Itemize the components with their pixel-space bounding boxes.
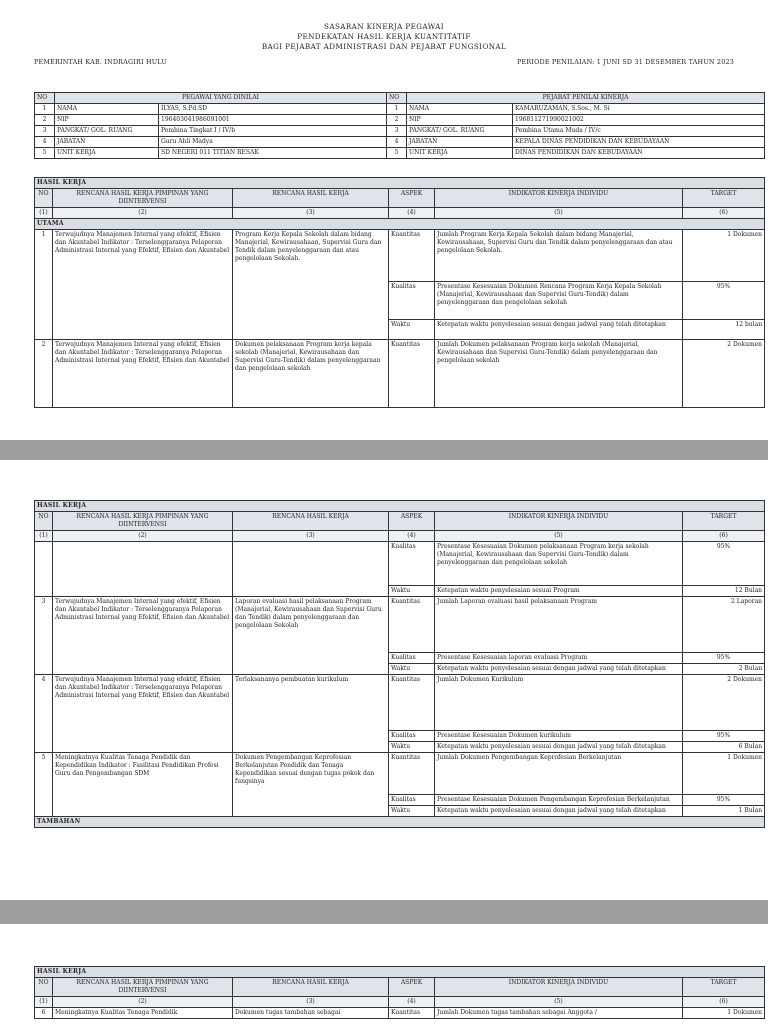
row-indikator: Jumlah Dokumen Pengembangan Keprofesian Berkelanjutan xyxy=(435,753,683,795)
row-no: 6 xyxy=(35,1008,53,1019)
pegawai-jabatan: Guru Ahli Madya xyxy=(159,137,387,148)
row-no: 1 xyxy=(35,230,53,340)
ident-no: 5 xyxy=(35,148,55,159)
col-no-header: NO xyxy=(35,512,53,531)
ident-no: 4 xyxy=(35,137,55,148)
row-indikator: Presentase Kesesuaian laporan evaluasi Program xyxy=(435,653,683,664)
row-target: 1 Dokumen xyxy=(683,1008,765,1019)
row-aspek: Kualitas xyxy=(389,282,435,320)
row-aspek: Waktu xyxy=(389,586,435,597)
document-page-3 xyxy=(0,924,768,1024)
ident-label: PANGKAT/ GOL. RUANG xyxy=(55,126,159,137)
ident-label: UNIT KERJA xyxy=(407,148,513,159)
row-target: 12 bulan xyxy=(683,320,765,340)
row-aspek: Kualitas xyxy=(389,731,435,742)
col-target-header: TARGET xyxy=(683,978,765,997)
ident-no: 5 xyxy=(387,148,407,159)
document-page-2 xyxy=(0,460,768,900)
col-rhk-header: RENCANA HASIL KERJA xyxy=(233,978,389,997)
row-aspek: Waktu xyxy=(389,320,435,340)
col-indikator-header: INDIKATOR KINERJA INDIVIDU xyxy=(435,189,683,208)
col-num: (5) xyxy=(435,208,683,219)
row-pimpinan: Terwujudnya Manajemen Internal yang efektif, Efisien dan Akuntabel Indikator : Terselenggaranya Pelaporan Administrasi Internal yang Efektif, Efisien dan Akuntabel xyxy=(53,230,233,340)
ident-no: 3 xyxy=(35,126,55,137)
ident-label: JABATAN xyxy=(407,137,513,148)
ident-row xyxy=(35,115,765,126)
row-indikator: Jumlah Dokumen Kurikulum xyxy=(435,675,683,731)
col-num: (6) xyxy=(683,208,765,219)
ident-no-header: NO xyxy=(35,93,55,104)
row-no xyxy=(35,542,53,597)
row-rhk: Terlaksananya pembuatan kurikulum xyxy=(233,675,389,753)
row-aspek: Kualitas xyxy=(389,795,435,806)
row-aspek: Kuantitas xyxy=(389,597,435,653)
row-aspek: Kuantitas xyxy=(389,340,435,408)
periode-label: PERIODE PENILAIAN: 1 JUNI SD 31 DESEMBER TAHUN 2023 xyxy=(516,58,734,66)
col-pimpinan-header: RENCANA HASIL KERJA PIMPINAN YANG DIINTERVENSI xyxy=(53,189,233,208)
document-page-1 xyxy=(0,0,768,440)
row-aspek: Waktu xyxy=(389,806,435,817)
hasil-kerja-table-1 xyxy=(34,177,765,408)
hasil-kerja-table-3 xyxy=(34,966,765,1019)
col-rhk-header: RENCANA HASIL KERJA xyxy=(233,189,389,208)
col-no-header: NO xyxy=(35,189,53,208)
col-num: (4) xyxy=(389,531,435,542)
row-aspek: Kuantitas xyxy=(389,753,435,795)
section-tambahan: TAMBAHAN xyxy=(35,817,765,828)
table-row xyxy=(35,542,765,586)
col-num: (3) xyxy=(233,531,389,542)
row-target: 12 Bulan xyxy=(683,586,765,597)
row-target: 2 Bulan xyxy=(683,664,765,675)
col-num: (2) xyxy=(53,531,233,542)
pegawai-pangkat: Pembina Tingkat I / IV/b xyxy=(159,126,387,137)
col-no-header: NO xyxy=(35,978,53,997)
row-pimpinan: Terwujudnya Manajemen Internal yang efektif, Efisien dan Akuntabel Indikator : Terselenggaranya Pelaporan Administrasi Internal yang Efektif, Efisien dan Akuntabel xyxy=(53,597,233,675)
row-aspek: Kuantitas xyxy=(389,1008,435,1019)
col-num: (1) xyxy=(35,208,53,219)
row-indikator: Presentase Kesesuaian Dokumen pelaksanaan Program kerja sekolah (Manajerial, Kewirausahaan dan Supervisi Guru-Tendik) dalam penyelenggaraan dan pengelolaan sekolah xyxy=(435,542,683,586)
col-num: (1) xyxy=(35,997,53,1008)
row-target: 95% xyxy=(683,731,765,742)
pejabat-penilai-header: PEJABAT PENILAI KINERJA xyxy=(407,93,765,104)
pegawai-nip: 196403041986091001 xyxy=(159,115,387,126)
ident-no: 1 xyxy=(387,104,407,115)
row-rhk: Laporan evaluasi hasil pelaksanaan Program (Manajerial, Kewirausahaan dan Supervisi Guru dan Tendik) dalam penyelenggaraan dan pengelolaan Sekolah xyxy=(233,597,389,675)
ident-row xyxy=(35,137,765,148)
col-num: (2) xyxy=(53,997,233,1008)
section-hasil-kerja: HASIL KERJA xyxy=(35,967,765,978)
row-indikator: Ketepatan waktu penyelesaian sesuai dengan jadwal yang telah ditetapkan xyxy=(435,742,683,753)
table-row xyxy=(35,1008,765,1019)
col-num: (2) xyxy=(53,208,233,219)
ident-label: NIP xyxy=(55,115,159,126)
ident-no-header: NO xyxy=(387,93,407,104)
row-indikator: Presentase Kesesuaian Dokumen kurikulum xyxy=(435,731,683,742)
row-pimpinan xyxy=(53,542,233,597)
meta-line xyxy=(34,58,734,69)
ident-no: 4 xyxy=(387,137,407,148)
ident-label: PANGKAT/ GOL. RUANG xyxy=(407,126,513,137)
col-target-header: TARGET xyxy=(683,512,765,531)
col-rhk-header: RENCANA HASIL KERJA xyxy=(233,512,389,531)
ident-row xyxy=(35,104,765,115)
ident-label: NAMA xyxy=(55,104,159,115)
ident-row xyxy=(35,148,765,159)
title-line-2: PENDEKATAN HASIL KERJA KUANTITATIF xyxy=(297,32,471,41)
col-indikator-header: INDIKATOR KINERJA INDIVIDU xyxy=(435,978,683,997)
col-num: (4) xyxy=(389,997,435,1008)
ident-label: NIP xyxy=(407,115,513,126)
row-no: 3 xyxy=(35,597,53,675)
section-hasil-kerja: HASIL KERJA xyxy=(35,501,765,512)
col-num: (1) xyxy=(35,531,53,542)
instansi-label: PEMERINTAH KAB. INDRAGIRI HULU xyxy=(34,58,168,66)
table-row xyxy=(35,597,765,653)
row-indikator: Jumlah Laporan evaluasi hasil pelaksanaan Program xyxy=(435,597,683,653)
row-aspek: Kuantitas xyxy=(389,230,435,282)
ident-no: 2 xyxy=(35,115,55,126)
table-row xyxy=(35,230,765,282)
ident-label: NAMA xyxy=(407,104,513,115)
row-aspek: Kualitas xyxy=(389,542,435,586)
row-aspek: Waktu xyxy=(389,664,435,675)
row-indikator: Jumlah Dokumen tugas tambahan sebagai Anggota / xyxy=(435,1008,683,1019)
col-num: (4) xyxy=(389,208,435,219)
penilai-unit-kerja: DINAS PENDIDIKAN DAN KEBUDAYAAN xyxy=(513,148,765,159)
row-target: 95% xyxy=(683,653,765,664)
row-target: 95% xyxy=(683,542,765,586)
col-num: (5) xyxy=(435,997,683,1008)
row-rhk: Dokumen Pengembangan Keprofesian Berkelanjutan Pendidik dan Tenaga Kependidikan sesuai dengan tugas pokok dan fungsinya xyxy=(233,753,389,817)
row-rhk: Program Kerja Kepala Sekolah dalam bidang Manajerial, Kewirausahaan, Supervisi Guru dan Tendik dalam penyelenggaraan dan atau pengelolaan Sekolah. xyxy=(233,230,389,340)
title-line-1: SASARAN KINERJA PEGAWAI xyxy=(324,22,444,31)
section-utama: UTAMA xyxy=(35,219,765,230)
col-aspek-header: ASPEK xyxy=(389,512,435,531)
col-pimpinan-header: RENCANA HASIL KERJA PIMPINAN YANG DIINTERVENSI xyxy=(53,512,233,531)
table-row xyxy=(35,675,765,731)
pegawai-dinilai-header: PEGAWAI YANG DINILAI xyxy=(55,93,387,104)
col-num: (6) xyxy=(683,997,765,1008)
row-indikator: Presentase Kesesuaian Dokumen Pengembangan Keprofesian Berkelanjutan xyxy=(435,795,683,806)
ident-row xyxy=(35,126,765,137)
document-title xyxy=(0,0,768,52)
col-aspek-header: ASPEK xyxy=(389,189,435,208)
penilai-jabatan: KEPALA DINAS PENDIDIKAN DAN KEBUDAYAAN xyxy=(513,137,765,148)
col-num: (3) xyxy=(233,997,389,1008)
row-target: 1 Dokumen xyxy=(683,753,765,795)
col-num: (5) xyxy=(435,531,683,542)
col-num: (6) xyxy=(683,531,765,542)
row-indikator: Ketepatan waktu penyelesaian sesuai dengan jadwal yang telah ditetapkan xyxy=(435,806,683,817)
col-aspek-header: ASPEK xyxy=(389,978,435,997)
identity-table xyxy=(34,92,765,159)
table-row xyxy=(35,753,765,795)
row-aspek: Kuantitas xyxy=(389,675,435,731)
row-rhk xyxy=(233,542,389,597)
ident-label: JABATAN xyxy=(55,137,159,148)
row-no: 4 xyxy=(35,675,53,753)
penilai-nama: KAMARUZAMAN, S.Sos., M. Si xyxy=(513,104,765,115)
title-line-3: BAGI PEJABAT ADMINISTRASI DAN PEJABAT FUNGSIONAL xyxy=(261,42,507,51)
row-indikator: Jumlah Dokumen pelaksanaan Program kerja sekolah (Manajerial, Kewirausahaan dan Supervisi Guru-Tendik) dalam penyelenggaraan dan pengelolaan sekolah xyxy=(435,340,683,408)
row-rhk: Dokumen tugas tambahan sebagai xyxy=(233,1008,389,1019)
row-indikator: Presentase Kesesuaian Dokumen Rencana Program Kerja Kepala Sekolah (Manajerial, Kewirausahaan dan Supervisi Guru-Tendik) dalam penyelenggaraan dan pengelolaan sekolah xyxy=(435,282,683,320)
row-pimpinan: Meningkatnya Kualitas Tenaga Pendidik xyxy=(53,1008,233,1019)
pegawai-nama: ILYAS, S.Pd.SD xyxy=(159,104,387,115)
row-indikator: Ketepatan waktu penyelesaian sesuai dengan jadwal yang telah ditetapkan xyxy=(435,320,683,340)
row-rhk: Dokumen pelaksanaan Program kerja kepala sekolah (Manajerial, Kewirausahaan dan Supervisi Guru-Tendik) dalam penyelenggaraan dan pengelolaan sekolah xyxy=(233,340,389,408)
row-target: 1 Bulan xyxy=(683,806,765,817)
col-target-header: TARGET xyxy=(683,189,765,208)
row-target: 2 Laporan xyxy=(683,597,765,653)
row-aspek: Kualitas xyxy=(389,653,435,664)
table-row xyxy=(35,340,765,408)
ident-label: UNIT KERJA xyxy=(55,148,159,159)
row-indikator: Ketepatan waktu penyelesaian sesuai dengan jadwal yang telah ditetapkan xyxy=(435,664,683,675)
row-aspek: Waktu xyxy=(389,742,435,753)
row-no: 5 xyxy=(35,753,53,817)
pegawai-unit-kerja: SD NEGERI 011 TITIAN RESAK xyxy=(159,148,387,159)
section-hasil-kerja: HASIL KERJA xyxy=(35,178,765,189)
row-no: 2 xyxy=(35,340,53,408)
col-pimpinan-header: RENCANA HASIL KERJA PIMPINAN YANG DIINTERVENSI xyxy=(53,978,233,997)
row-target: 1 Dokumen xyxy=(683,230,765,282)
row-target: 6 Bulan xyxy=(683,742,765,753)
ident-no: 1 xyxy=(35,104,55,115)
col-indikator-header: INDIKATOR KINERJA INDIVIDU xyxy=(435,512,683,531)
row-pimpinan: Meningkatnya Kualitas Tenaga Pendidik dan Kependidikan Indikator : Fasilitasi Pendidikan Profesi Guru dan Pengembangan SDM xyxy=(53,753,233,817)
col-num: (3) xyxy=(233,208,389,219)
penilai-pangkat: Pembina Utama Muda / IV/c xyxy=(513,126,765,137)
row-indikator: Ketepatan waktu penyelesaian sesuai Program xyxy=(435,586,683,597)
penilai-nip: 196811271990021002 xyxy=(513,115,765,126)
row-indikator: Jumlah Program Kerja Kepala Sekolah dalam bidang Manajerial, Kewirausahaan, Supervisi Guru dan Tendik dalam penyelenggaraan dan atau pengelolaan Sekolah. xyxy=(435,230,683,282)
ident-no: 2 xyxy=(387,115,407,126)
row-target: 95% xyxy=(683,795,765,806)
row-pimpinan: Terwujudnya Manajemen Internal yang efektif, Efisien dan Akuntabel Indikator : Terselenggaranya Pelaporan Administrasi Internal yang Efektif, Efisien dan Akuntabel xyxy=(53,675,233,753)
hasil-kerja-table-2 xyxy=(34,500,765,828)
row-target: 2 Dokumen xyxy=(683,340,765,408)
ident-no: 3 xyxy=(387,126,407,137)
row-pimpinan: Terwujudnya Manajemen Internal yang efektif, Efisien dan Akuntabel Indikator : Terselenggaranya Pelaporan Administrasi Internal yang Efektif, Efisien dan Akuntabel xyxy=(53,340,233,408)
row-target: 2 Dokumen xyxy=(683,675,765,731)
row-target: 95% xyxy=(683,282,765,320)
